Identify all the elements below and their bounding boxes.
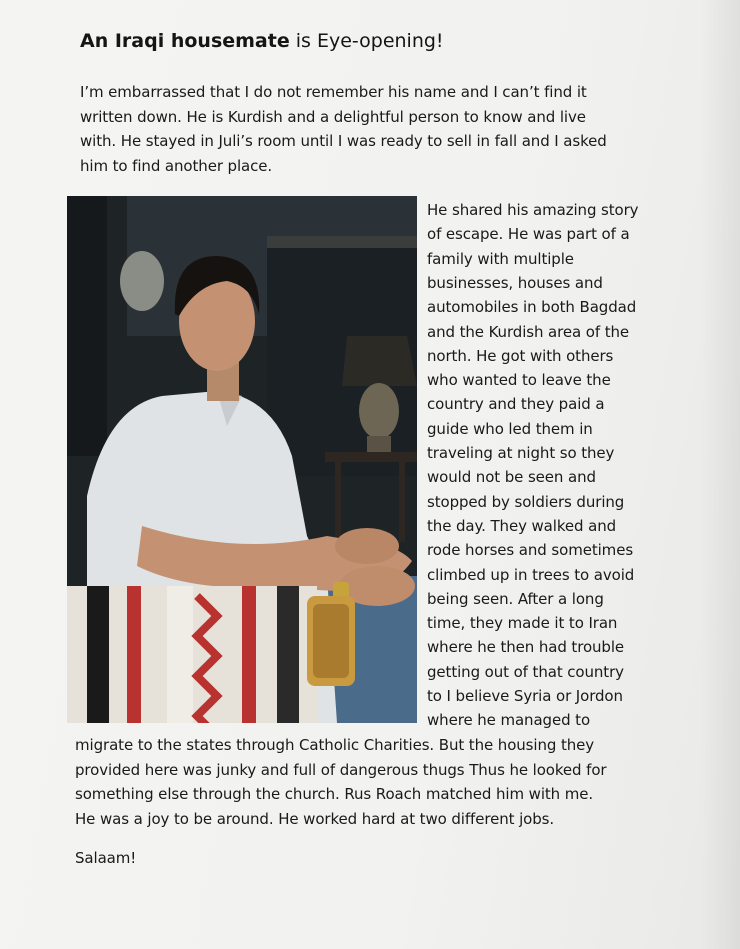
- column-line: who wanted to leave the: [427, 371, 611, 390]
- column-line: to I believe Syria or Jordon: [427, 687, 623, 705]
- closing-salutation: Salaam!: [75, 849, 137, 867]
- column-line: country and they paid a: [427, 395, 605, 414]
- column-line: rode horses and sometimes: [427, 541, 634, 560]
- column-line: getting out of that country: [427, 662, 624, 681]
- column-line: family with multiple: [427, 249, 574, 268]
- portrait-photo: [67, 196, 417, 723]
- column-line: stopped by soldiers during: [427, 492, 625, 511]
- column-line: automobiles in both Bagdad: [427, 298, 637, 317]
- column-line: businesses, houses and: [427, 273, 603, 292]
- intro-line: I’m embarrassed that I do not remember his name and I can’t find it: [80, 83, 587, 101]
- column-line: He shared his amazing story: [427, 201, 639, 219]
- column-line: and the Kurdish area of the: [427, 322, 630, 341]
- title-rest: is Eye-opening!: [289, 30, 444, 52]
- column-line: north. He got with others: [427, 346, 614, 365]
- column-line: the day. They walked and: [427, 516, 617, 535]
- bottom-line: something else through the church. Rus Roach matched him with me.: [75, 785, 594, 803]
- bottom-line: provided here was junky and full of dangerous thugs Thus he looked for: [75, 760, 607, 779]
- bottom-line: migrate to the states through Catholic Charities. But the housing they: [75, 736, 595, 754]
- intro-line: written down. He is Kurdish and a delightful person to know and live: [80, 107, 586, 126]
- intro-line: him to find another place.: [80, 156, 273, 175]
- column-line: climbed up in trees to avoid: [427, 565, 635, 584]
- column-line: time, they made it to Iran: [427, 614, 618, 633]
- column-line: where he then had trouble: [427, 638, 625, 657]
- column-line: guide who led them in: [427, 419, 593, 438]
- column-line: where he managed to: [427, 711, 591, 730]
- column-line: of escape. He was part of a: [427, 225, 630, 244]
- bottom-line: He was a joy to be around. He worked hard at two different jobs.: [75, 809, 555, 828]
- column-line: traveling at night so they: [427, 444, 615, 462]
- page-title: [80, 30, 444, 52]
- column-line: being seen. After a long: [427, 589, 604, 608]
- intro-line: with. He stayed in Juli’s room until I was ready to sell in fall and I asked: [80, 132, 607, 150]
- column-line: would not be seen and: [427, 468, 596, 487]
- photo-illustration: [67, 196, 417, 723]
- title-bold: An Iraqi housemate: [80, 30, 290, 52]
